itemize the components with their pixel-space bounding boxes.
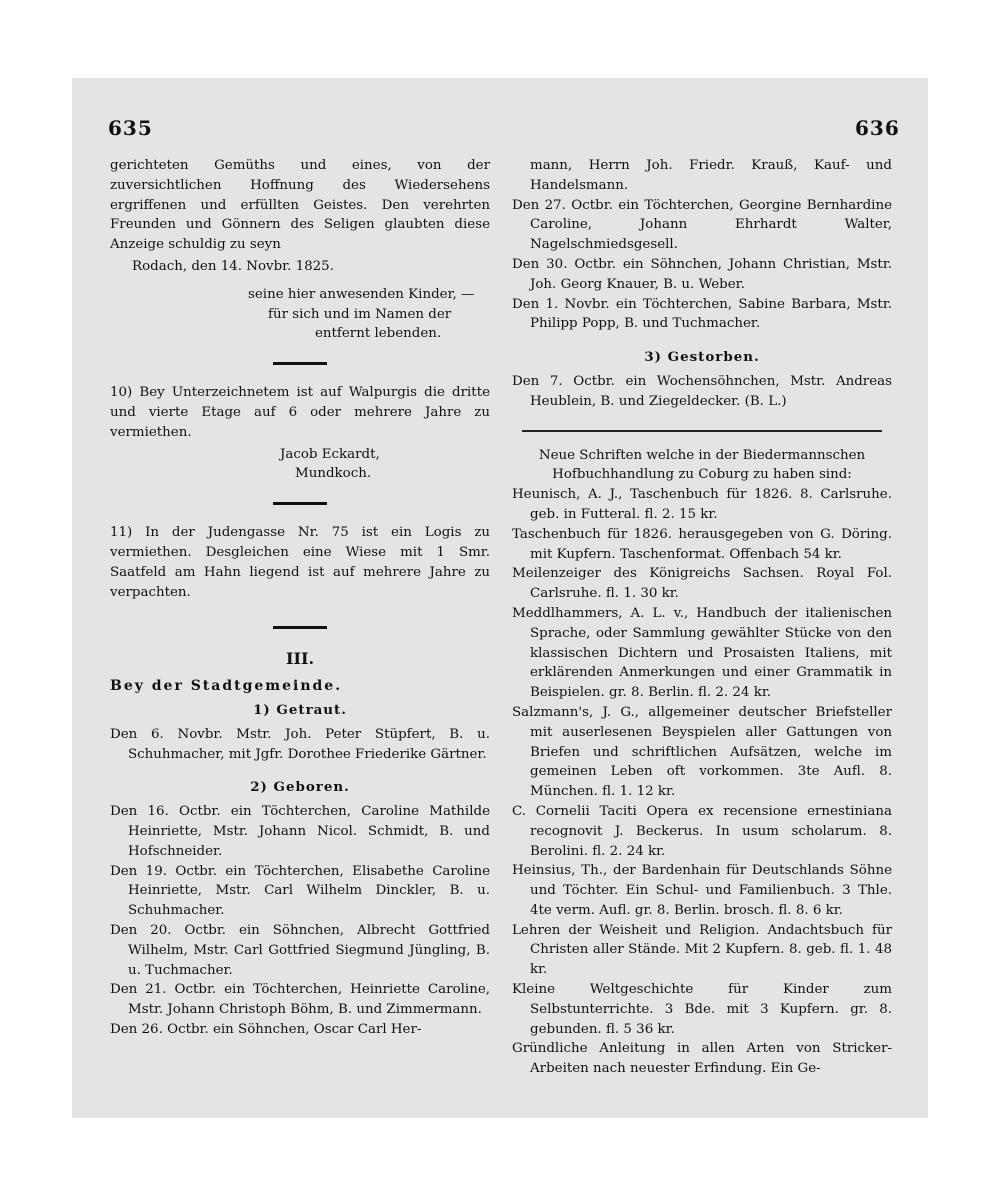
birth-entry-continuation: mann, Herrn Joh. Friedr. Krauß, Kauf- und Handelsmann. — [530, 158, 892, 193]
obituary-signature — [110, 285, 490, 344]
spacer — [110, 764, 490, 774]
subsection-died: 3) Gestorben. — [644, 349, 760, 366]
signature-line: für sich und im Namen der — [268, 306, 452, 322]
book-entry: Meilenzeiger des Königreichs Sachsen. Royal Fol. Carlsruhe. fl. 1. 30 kr. — [512, 566, 892, 602]
death-entry: Den 7. Octbr. ein Wochensöhnchen, Mstr. Andreas Heublein, B. und Ziegeldecker. (B. L.) — [512, 373, 892, 409]
birth-entry: Den 30. Octbr. ein Söhnchen, Johann Christian, Mstr. Joh. Georg Knauer, B. u. Weber. — [512, 256, 892, 292]
place-date: Rodach, den 14. Novbr. 1825. — [132, 258, 334, 274]
page-number-right: 636 — [855, 116, 900, 140]
notice-10: 10) Bey Unterzeichnetem ist auf Walpurgis die dritte und vierte Etage auf 6 oder mehrere Jahre zu vermiethen. — [110, 385, 490, 440]
birth-entry: Den 16. Octbr. ein Töchterchen, Caroline Mathilde Heinriette, Mstr. Johann Nicol. Schmidt, B. und Hofschneider. — [110, 804, 490, 859]
book-entry: C. Cornelii Taciti Opera ex recensione ernestiniana recognovit J. Beckerus. In usum scholarum. 8. Berolini. fl. 2. 24 kr. — [512, 803, 892, 859]
birth-entry: Den 21. Octbr. ein Töchterchen, Heinriette Caroline, Mstr. Johann Christoph Böhm, B. und Zimmermann. — [110, 982, 490, 1018]
birth-entry: Den 19. Octbr. ein Töchterchen, Elisabethe Caroline Heinriette, Mstr. Carl Wilhelm Dinckler, B. u. Schuhmacher. — [110, 863, 490, 919]
book-entry: Gründliche Anleitung in allen Arten von Stricker-Arbeiten nach neuester Erfindung. Ein Ge- — [512, 1041, 892, 1077]
spacer — [512, 334, 892, 344]
section-number: III. — [285, 649, 315, 669]
signature-line: entfernt lebenden. — [315, 326, 442, 342]
book-entry: Kleine Weltgeschichte für Kinder zum Selbstunterrichte. 3 Bde. mit 3 Kupfern. gr. 8. gebunden. fl. 5 36 kr. — [512, 982, 892, 1037]
book-entry: Meddlhammers, A. L. v., Handbuch der italienischen Sprache, oder Sammlung gewählter Stücke von den klassischen Dichtern und Prosaisten Italiens, mit erklärenden Anmerkungen und einer Grammatik in Beispielen. gr. 8. Berlin. fl. 2. 24 kr. — [512, 605, 892, 701]
notice-10-signature: Jacob Eckardt, — [280, 446, 380, 462]
page-number-left: 635 — [108, 116, 153, 140]
notice-10-signature: Mundkoch. — [295, 466, 372, 482]
separator-rule — [273, 362, 327, 365]
section-heading: Bey der Stadtgemeinde. — [110, 678, 343, 695]
subsection-born: 2) Geboren. — [250, 779, 350, 796]
notice-11: 11) In der Judengasse Nr. 75 ist ein Logis zu vermiethen. Desgleichen eine Wiese mit 1 Smr. Saatfeld am Hahn liegend ist auf mehrere Jahre zu verpachten. — [110, 525, 490, 600]
birth-entry: Den 27. Octbr. ein Töchterchen, Georgine Bernhardine Caroline, Johann Ehrhardt Walter, Nagelschmiedsgesell. — [512, 197, 892, 253]
birth-entry: Den 1. Novbr. ein Töchterchen, Sabine Barbara, Mstr. Philipp Popp, B. und Tuchmacher. — [512, 296, 892, 332]
left-column — [110, 156, 490, 1040]
birth-entry: Den 26. Octbr. ein Söhnchen, Oscar Carl Her- — [110, 1021, 422, 1037]
subsection-married: 1) Getraut. — [253, 701, 347, 718]
separator-rule — [273, 502, 327, 505]
separator-rule — [273, 626, 327, 629]
separator-rule — [522, 430, 882, 432]
book-entry: Heunisch, A. J., Taschenbuch für 1826. 8. Carlsruhe. geb. in Futteral. fl. 2. 15 kr. — [512, 487, 892, 522]
books-heading: Neue Schriften welche in der Biedermannschen Hofbuchhandlung zu Coburg zu haben sind: — [538, 447, 866, 483]
marriage-entry: Den 6. Novbr. Mstr. Joh. Peter Stüpfert, B. u. Schuhmacher, mit Jgfr. Dorothee Friederike Gärtner. — [110, 726, 490, 762]
book-entry: Lehren der Weisheit und Religion. Andachtsbuch für Christen aller Stände. Mit 2 Kupfern. 8. geb. fl. 1. 48 kr. — [512, 922, 892, 978]
book-entry: Heinsius, Th., der Bardenhain für Deutschlands Söhne und Töchter. Ein Schul- und Familienbuch. 3 Thle. 4te verm. Aufl. gr. 8. Berlin. brosch. fl. 8. 6 kr. — [512, 863, 892, 918]
right-column — [512, 156, 892, 1079]
birth-entry: Den 20. Octbr. ein Söhnchen, Albrecht Gottfried Wilhelm, Mstr. Carl Gottfried Siegmund Jüngling, B. u. Tuchmacher. — [110, 922, 490, 978]
signature-line: seine hier anwesenden Kinder, — — [248, 286, 475, 302]
obituary-text: gerichteten Gemüths und eines, von der zuversichtlichen Hoffnung des Wiedersehens ergriffenen und erfüllten Geistes. Den verehrten Freunden und Gönnern des Seligen glaubten diese Anzeige schuldig zu seyn — [110, 158, 490, 253]
book-entry: Taschenbuch für 1826. herausgegeben von G. Döring. mit Kupfern. Taschenformat. Offenbach 54 kr. — [512, 526, 892, 562]
book-entry: Salzmann's, J. G., allgemeiner deutscher Briefsteller mit auserlesenen Beyspielen aller Gattungen von Briefen und schriftlichen Aufsätzen, welche im gemeinen Leben oft vorkommen. 3te Aufl. 8. München. fl. 1. 12 kr. — [512, 704, 892, 800]
